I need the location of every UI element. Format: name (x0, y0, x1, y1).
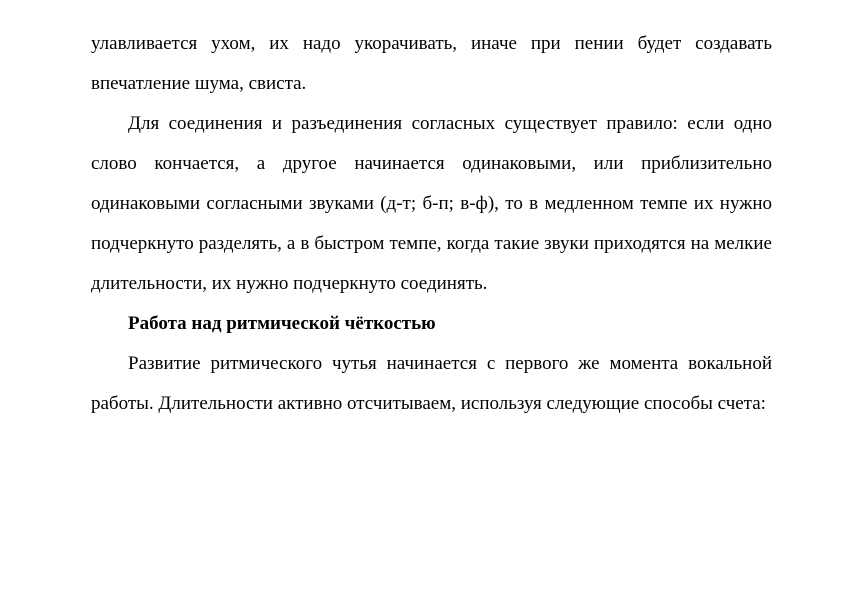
section-heading: Работа над ритмической чёткостью (128, 313, 436, 334)
paragraph-continuation: улавливается ухом, их надо укорачивать, иначе при пении будет создавать впечатление шума, свиста. (91, 33, 772, 94)
document-body (91, 24, 772, 424)
paragraph-consonants-rule: Для соединения и разъединения согласных существует правило: если одно слово кончается, а другое начинается одинаковыми, или приблизительно одинаковыми согласными звуками (д-т; б-п; в-ф), то в медленном темпе их нужно подчеркнуто разделять, а в быстром темпе, когда такие звуки приходятся на мелкие длительности, их нужно подчеркнуто соединять. (91, 113, 772, 294)
paragraph-rhythm: Развитие ритмического чутья начинается с первого же момента вокальной работы. Длительности активно отсчитываем, используя следующие способы счета: (91, 353, 772, 414)
